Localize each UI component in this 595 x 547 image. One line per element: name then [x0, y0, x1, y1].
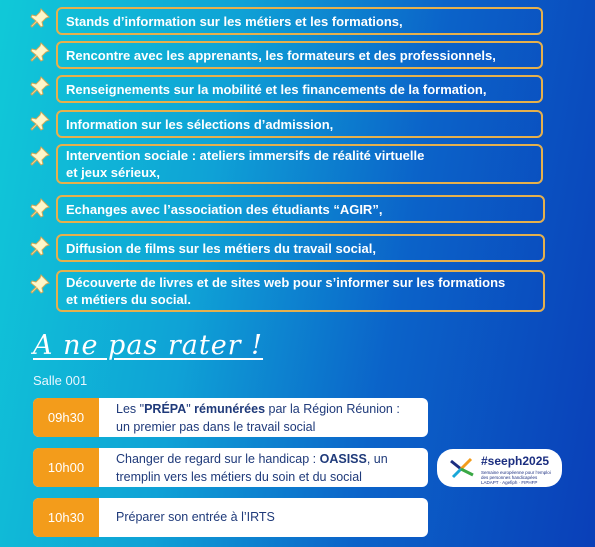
seeph-emblem-icon [447, 455, 477, 481]
activity-text: Echanges avec l’association des étudiants “AGIR”, [66, 201, 383, 217]
pushpin-icon [30, 274, 50, 294]
schedule-description: Préparer son entrée à l’IRTS [116, 510, 275, 524]
pushpin-icon [30, 111, 50, 131]
schedule-row [33, 498, 428, 537]
pushpin-icon [30, 198, 50, 218]
section-title: A ne pas rater ! [33, 330, 264, 361]
activity-item [56, 75, 543, 103]
pushpin-icon [30, 236, 50, 256]
activity-text-line1: Découverte de livres et de sites web pour s’informer sur les formations [66, 275, 506, 290]
pushpin-icon [30, 76, 50, 96]
activity-text: Information sur les sélections d’admission, [66, 116, 334, 132]
schedule-row [33, 398, 428, 437]
time-badge: 09h30 [33, 398, 99, 437]
seeph-logo [437, 449, 562, 487]
activity-item [56, 234, 545, 262]
pushpin-icon [30, 8, 50, 28]
activity-item [56, 41, 543, 69]
schedule-description: Changer de regard sur le handicap : OASISS, un tremplin vers les métiers du soin et du social [116, 452, 388, 484]
schedule-description: Les "PRÉPA" rémunérées par la Région Réunion : un premier pas dans le travail social [116, 402, 400, 434]
activity-item [56, 270, 545, 312]
activity-item [56, 7, 543, 35]
activity-text: Renseignements sur la mobilité et les financements de la formation, [66, 81, 487, 97]
logo-brand: #seeph2025 [481, 454, 550, 468]
activity-text-line2: et jeux sérieux, [66, 165, 160, 180]
logo-tagline: Semaine européenne pour l’emploi des personnes handicapées LADAPT · Agefiph · FIPHFP [481, 470, 551, 485]
activity-text: Rencontre avec les apprenants, les formateurs et des professionnels, [66, 47, 496, 63]
pushpin-icon [30, 146, 50, 166]
activity-item [56, 144, 543, 184]
activity-text: Diffusion de films sur les métiers du travail social, [66, 240, 376, 256]
room-label: Salle 001 [33, 373, 88, 388]
time-badge: 10h00 [33, 448, 99, 487]
activity-text-line1: Intervention sociale : ateliers immersifs de réalité virtuelle [66, 148, 425, 163]
pushpin-icon [30, 42, 50, 62]
activity-text: Stands d’information sur les métiers et les formations, [66, 13, 403, 29]
time-badge: 10h30 [33, 498, 99, 537]
activity-text-line2: et métiers du social. [66, 292, 191, 307]
schedule-row [33, 448, 428, 487]
activity-item [56, 110, 543, 138]
activity-item [56, 195, 545, 223]
